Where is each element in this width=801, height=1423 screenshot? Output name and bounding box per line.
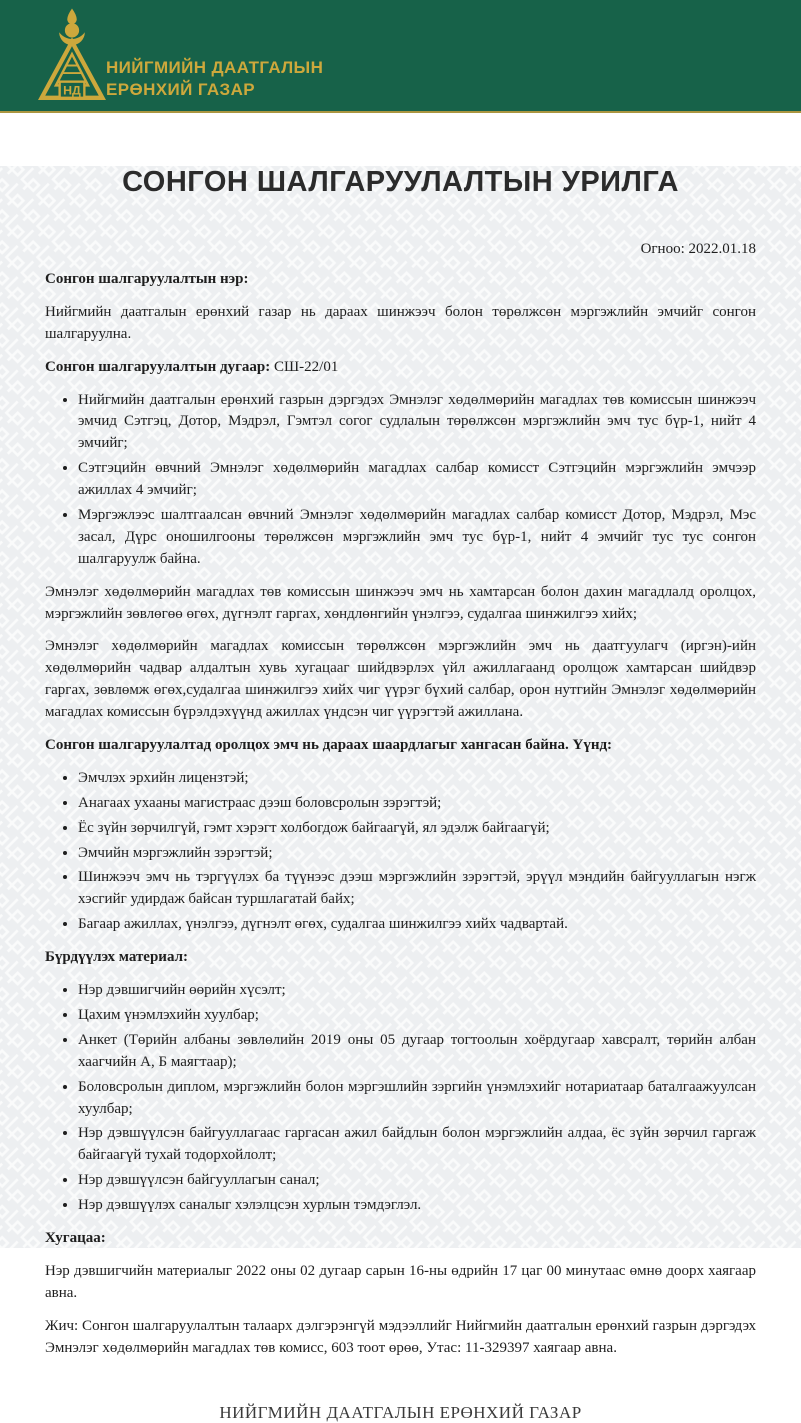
requirements-list — [45, 768, 756, 936]
number-value: СШ-22/01 — [274, 358, 339, 375]
deadline-paragraph: Нэр дэвшигчийн материалыг 2022 оны 02 дугаар сарын 16-ны өдрийн 17 цаг 00 минутаас өмнө доорх хаягаар авна. — [45, 1262, 756, 1301]
list-item: • Мэргэжлээс шалтгаалсан өвчний Эмнэлэг хөдөлмөрийн магадлах салбар комисст Дотор, Мэдрэл, Мэс засал, Дүрс оношилгооны төрөлжсөн мэргэжлийн эмч тус бүр-1, нийт 4 эмчийг тус тус сонгон шалгаруулж байна. — [78, 505, 756, 571]
section-heading-deadline: Хугацаа: — [45, 1229, 106, 1246]
section-heading-number — [45, 357, 756, 379]
materials-list — [45, 980, 756, 1217]
positions-list — [45, 390, 756, 571]
intro-paragraph: Нийгмийн даатгалын ерөнхий газар нь дараах шинжээч болон төрөлжсөн мэргэжлийн эмчийг сонгон шалгаруулна. — [45, 303, 756, 342]
number-label: Сонгон шалгаруулалтын дугаар: — [45, 358, 271, 375]
note-paragraph: Жич: Сонгон шалгаруулалтын талаарх дэлгэрэнгүй мэдээллийг Нийгмийн даатгалын ерөнхий газрын дэргэдэх Эмнэлэг хөдөлмөрийн магадлах төв комисс, 603 тоот өрөө, Утас: 11-329397 хаягаар авна. — [45, 1317, 756, 1356]
section-heading-materials: Бүрдүүлэх материал: — [45, 949, 188, 966]
list-item: • Нэр дэвшигчийн өөрийн хүсэлт; — [78, 980, 756, 1002]
org-header — [0, 0, 801, 113]
list-item: • Нэр дэвшүүлсэн байгууллагын санал; — [78, 1170, 756, 1192]
page-title: СОНГОН ШАЛГАРУУЛАЛТЫН УРИЛГА — [122, 166, 679, 198]
list-item: • Нийгмийн даатгалын ерөнхий газрын дэргэдэх Эмнэлэг хөдөлмөрийн магадлах төв комиссын шинжээч эмчид Сэтгэц, Дотор, Мэдрэл, Гэмтэл согог судлалын төрөлжсөн мэргэжлийн эмч тус бүр-1, нийт 4 эмчийг; — [78, 390, 756, 456]
document-content — [0, 166, 801, 1423]
list-item: • Сэтгэцийн өвчний Эмнэлэг хөдөлмөрийн магадлах салбар комисст Сэтгэцийн мэргэжлийн эмчээр ажиллах 4 эмчийг; — [78, 458, 756, 502]
list-item: • Нэр дэвшүүлсэн байгууллагаас гаргасан ажил байдлын болон мэргэжлийн алдаа, ёс зүйн зөрчил гаргаж байгаагүй тухай тодорхойлолт; — [78, 1123, 756, 1167]
list-item: • Багаар ажиллах, үнэлгээ, дүгнэлт өгөх, судалгаа шинжилгээ хийх чадвартай. — [78, 914, 756, 936]
footer-org-name: НИЙГМИЙН ДААТГАЛЫН ЕРӨНХИЙ ГАЗАР — [219, 1403, 582, 1423]
social-insurance-logo-icon — [34, 5, 110, 107]
list-item: • Анкет (Төрийн албаны зөвлөлийн 2019 оны 05 дугаар тогтоолын хоёрдугаар хавсралт, төрийн албан хаагчийн А, Б маягтаар); — [78, 1030, 756, 1074]
section-heading-name: Сонгон шалгаруулалтын нэр: — [45, 271, 249, 287]
list-item: • Нэр дэвшүүлэх саналыг хэлэлцсэн хурлын тэмдэглэл. — [78, 1195, 756, 1217]
duty-paragraph-1: Эмнэлэг хөдөлмөрийн магадлах төв комиссын шинжээч эмч нь хамтарсан болон дахин магадлалд оролцох, мэргэжлийн зөвлөгөө өгөх, дүгнэлт гаргах, хөндлөнгийн үнэлгээ, судалгаа шинжилгээ хийх; — [45, 583, 756, 622]
list-item: • Цахим үнэмлэхийн хуулбар; — [78, 1005, 756, 1027]
list-item: • Эмчлэх эрхийн лицензтэй; — [78, 768, 756, 790]
header-divider — [0, 113, 801, 116]
list-item: • Боловсролын диплом, мэргэжлийн болон мэргэшлийн зэргийн үнэмлэхийг нотариатаар баталгаажуулсан хуулбар; — [78, 1077, 756, 1121]
document-body — [0, 166, 801, 1423]
list-item: • Анагаах ухааны магистраас дээш боловсролын зэрэгтэй; — [78, 793, 756, 815]
list-item: • Эмчийн мэргэжлийн зэрэгтэй; — [78, 843, 756, 865]
date-line: Огноо: 2022.01.18 — [640, 241, 756, 257]
duty-paragraph-2: Эмнэлэг хөдөлмөрийн магадлах комиссын төрөлжсөн мэргэжлийн эмч нь даатгуулагч (иргэн)-ийн хөдөлмөрийн чадвар алдалтын хувь хугацааг шийдвэрлэх үйл ажиллагаанд оролцож хамтарсан шийдвэр гаргах, зөвлөмж өгөх,судалгаа шинжилгээ хийх чиг үүрэг бүхий салбар, орон нутгийн Эмнэлэг хөдөлмөрийн магадлах комиссын бүрэлдэхүүнд ажиллах үндсэн чиг үүрэгтэй ажиллана. — [45, 638, 756, 721]
org-name-line2: ЕРӨНХИЙ ГАЗАР — [106, 79, 255, 99]
list-item: • Шинжээч эмч нь тэргүүлэх ба түүнээс дээш мэргэжлийн зэрэгтэй, эрүүл мэндийн байгууллагын нэгж хэсгийг удирдаж байсан туршлагатай байх; — [78, 867, 756, 911]
section-heading-requirements: Сонгон шалгаруулалтад оролцох эмч нь дараах шаардлагыг хангасан байна. Үүнд: — [45, 737, 613, 754]
logo-monogram: НД — [63, 83, 81, 98]
org-name-line1: НИЙГМИЙН ДААТГАЛЫН — [106, 58, 324, 77]
list-item: • Ёс зүйн зөрчилгүй, гэмт хэрэгт холбогдож байгаагүй, ял эдэлж байгаагүй; — [78, 818, 756, 840]
org-name — [106, 57, 323, 101]
